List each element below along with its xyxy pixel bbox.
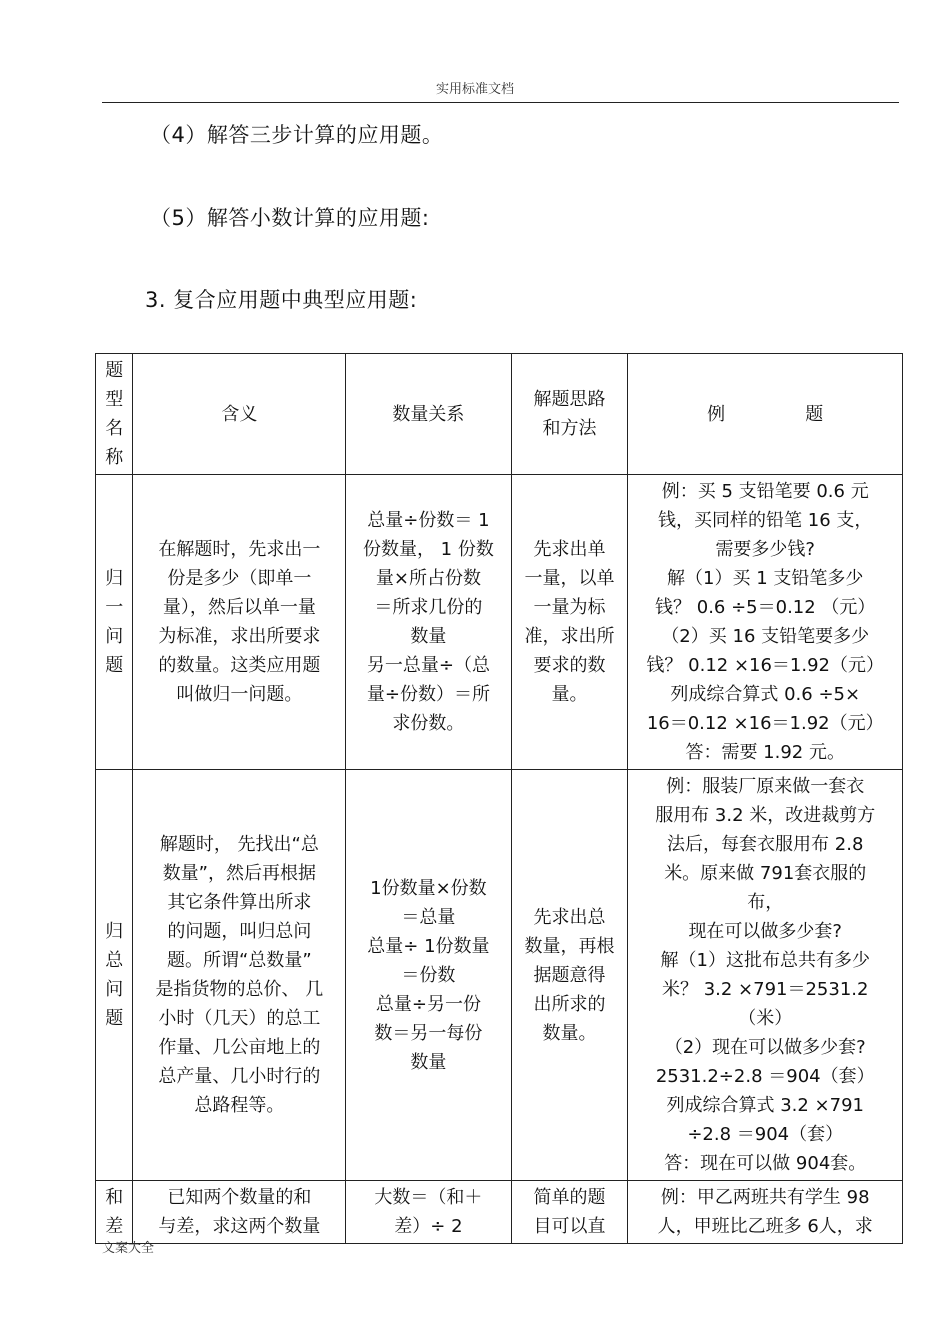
cell-text-line: 人，甲班比乙班多 6人，求	[657, 1216, 873, 1237]
cell-text-line: 钱，买同样的铅笔 16 支，	[658, 510, 873, 531]
cell-text-line: 差）÷ 2	[394, 1216, 463, 1237]
cell-text-line: 列成综合算式 3.2 ×791	[666, 1095, 864, 1116]
cell-text-line: 一量为标	[533, 597, 606, 618]
cell-text-line: 米。原来做 791套衣服的	[664, 863, 867, 884]
cell-text-line: 归	[105, 921, 124, 942]
cell-text-line: 问	[105, 979, 124, 1000]
cell-text-line: （米）	[738, 1008, 793, 1029]
cell-text-line: 服用布 3.2 米，改进裁剪方	[655, 805, 876, 826]
header-example-cell: 例 题	[628, 354, 903, 475]
header-relation-cell: 数量关系	[346, 354, 511, 475]
row-3-example-cell	[628, 1181, 903, 1244]
cell-text-line: 与差，求这两个数量	[158, 1216, 321, 1237]
cell-text-line: 作量、几公亩地上的	[158, 1037, 321, 1058]
row-3-name-cell	[96, 1181, 133, 1244]
cell-text-line: 法后，每套衣服用布 2.8	[667, 834, 864, 855]
row-1-example-cell	[628, 475, 903, 770]
table-header-row	[96, 354, 903, 475]
cell-text-line: 数＝另一每份	[374, 1022, 483, 1044]
cell-text-line: 一	[105, 597, 124, 618]
cell-text-line: 和	[105, 1187, 124, 1208]
cell-text-line: 是指货物的总价、 几	[155, 979, 324, 1000]
cell-text-line: 据题意得	[533, 964, 606, 986]
cell-text-line: 称	[105, 447, 124, 468]
row-3-meaning-cell	[133, 1181, 346, 1244]
row-3-method-cell	[511, 1181, 628, 1244]
cell-text-line: ＝份数	[401, 964, 456, 986]
cell-text-line: ÷2.8 ＝904（套）	[687, 1124, 844, 1145]
cell-text-line: （2）买 16 支铅笔要多少	[661, 626, 870, 647]
cell-text-line: 份是多少（即单一	[167, 568, 312, 589]
typical-problems-table	[95, 353, 903, 1244]
cell-text-line: 题。所谓“总数量”	[167, 950, 312, 971]
cell-text-line: 已知两个数量的和	[167, 1187, 312, 1208]
table-row	[96, 475, 903, 770]
header-meaning-cell: 含义	[133, 354, 346, 475]
cell-text-line: （2）现在可以做多少套?	[664, 1037, 866, 1058]
cell-text-line: 2531.2÷2.8 ＝904（套）	[655, 1066, 875, 1087]
cell-text-line: 归	[105, 568, 124, 589]
item-5-text: （5）解答小数计算的应用题:	[150, 206, 430, 230]
cell-text-line: 列成综合算式 0.6 ÷5×	[670, 684, 861, 705]
cell-text-line: 准，求出所	[524, 626, 615, 647]
row-1-meaning-cell	[133, 475, 346, 770]
cell-text-line: 份数量， 1 份数	[362, 539, 494, 560]
cell-text-line: 量×所占份数	[375, 568, 481, 589]
cell-text-line: 数量。	[542, 1022, 597, 1044]
cell-text-line: 型	[105, 389, 124, 410]
cell-text-line: 的问题，叫归总问	[167, 921, 312, 942]
cell-text-line: 1份数量×份数	[370, 877, 487, 899]
cell-text-line: 简单的题	[533, 1187, 606, 1208]
page-header-title: 实用标准文档	[435, 82, 514, 97]
row-2-relation-cell	[346, 770, 511, 1181]
cell-text-line: ＝总量	[401, 906, 456, 928]
cell-text-line: 求份数。	[392, 713, 465, 734]
cell-text-line: 问	[105, 626, 124, 647]
cell-text-line: 解（1）买 1 支铅笔多少	[667, 568, 864, 589]
cell-text-line: 叫做归一问题。	[176, 684, 303, 705]
cell-text-line: 总路程等。	[194, 1095, 285, 1116]
header-divider	[102, 102, 899, 103]
cell-text-line: 差	[105, 1216, 124, 1237]
row-1-method-cell	[511, 475, 628, 770]
cell-text-line: 要求的数	[533, 655, 606, 676]
header-method-cell	[511, 354, 628, 475]
cell-text-line: 一量，以单	[524, 568, 615, 589]
cell-text-line: 解（1）这批布总共有多少	[660, 950, 870, 971]
cell-text-line: 总量÷份数＝ 1	[367, 510, 490, 531]
cell-text-line: 需要多少钱?	[715, 539, 815, 560]
section-3-heading: 3. 复合应用题中典型应用题:	[145, 288, 418, 312]
header-name-cell	[96, 354, 133, 475]
cell-text-line: 布，	[747, 892, 784, 913]
cell-text-line: 总量÷另一份	[375, 993, 481, 1015]
table-row	[96, 1181, 903, 1244]
cell-text-line: 题	[105, 655, 124, 676]
cell-text-line: 解题思路	[533, 389, 606, 410]
cell-text-line: 小时（几天）的总工	[158, 1008, 321, 1029]
cell-text-line: 例：买 5 支铅笔要 0.6 元	[661, 481, 869, 502]
cell-text-line: 另一总量÷（总	[366, 655, 490, 676]
cell-text-line: 先求出单	[533, 539, 606, 560]
row-2-name-cell	[96, 770, 133, 1181]
row-2-method-cell	[511, 770, 628, 1181]
cell-text-line: 和方法	[542, 418, 597, 439]
cell-text-line: 答：需要 1.92 元。	[685, 742, 845, 763]
row-2-example-cell	[628, 770, 903, 1181]
row-1-relation-cell	[346, 475, 511, 770]
cell-text-line: 总量÷ 1份数量	[367, 935, 490, 957]
cell-text-line: 量），然后以单一量	[162, 597, 316, 618]
cell-text-line: 为标准，求出所要求	[158, 626, 321, 647]
cell-text-line: 在解题时，先求出一	[158, 539, 321, 560]
cell-text-line: 量。	[551, 684, 588, 705]
cell-text-line: 目可以直	[533, 1216, 606, 1237]
cell-text-line: 名	[105, 418, 124, 439]
cell-text-line: 大数＝（和＋	[374, 1187, 483, 1208]
cell-text-line: 例：甲乙两班共有学生 98	[660, 1187, 870, 1208]
cell-text-line: 答：现在可以做 904套。	[664, 1153, 867, 1174]
cell-text-line: 的数量。这类应用题	[158, 655, 321, 676]
cell-text-line: 16＝0.12 ×16＝1.92（元）	[646, 713, 884, 734]
cell-text-line: 米？ 3.2 ×791＝2531.2	[661, 979, 869, 1000]
cell-text-line: 题	[105, 360, 124, 381]
cell-text-line: 数量，再根	[524, 935, 615, 957]
cell-text-line: 题	[105, 1008, 124, 1029]
cell-text-line: 解题时， 先找出“总	[159, 834, 319, 855]
table-row	[96, 770, 903, 1181]
cell-text-line: 数量	[410, 626, 447, 647]
cell-text-line: 钱？ 0.6 ÷5＝0.12 （元）	[655, 597, 876, 618]
row-1-name-cell	[96, 475, 133, 770]
cell-text-line: 总产量、几小时行的	[158, 1066, 321, 1087]
row-3-relation-cell	[346, 1181, 511, 1244]
row-2-meaning-cell	[133, 770, 346, 1181]
cell-text-line: 总	[105, 950, 124, 971]
cell-text-line: 现在可以做多少套?	[688, 921, 842, 942]
cell-text-line: 数量”，然后再根据	[162, 863, 317, 884]
cell-text-line: 先求出总	[533, 906, 606, 928]
cell-text-line: 数量	[410, 1051, 447, 1073]
cell-text-line: 其它条件算出所求	[167, 892, 312, 913]
cell-text-line: 例：服装厂原来做一套衣	[666, 776, 865, 797]
cell-text-line: 量÷份数）＝所	[366, 684, 490, 705]
item-4-text: （4）解答三步计算的应用题。	[150, 123, 444, 147]
cell-text-line: 钱？ 0.12 ×16＝1.92（元）	[646, 655, 885, 676]
cell-text-line: 出所求的	[533, 993, 606, 1015]
page-footer-text: 文案大全	[102, 1241, 155, 1256]
cell-text-line: ＝所求几份的	[374, 597, 483, 618]
